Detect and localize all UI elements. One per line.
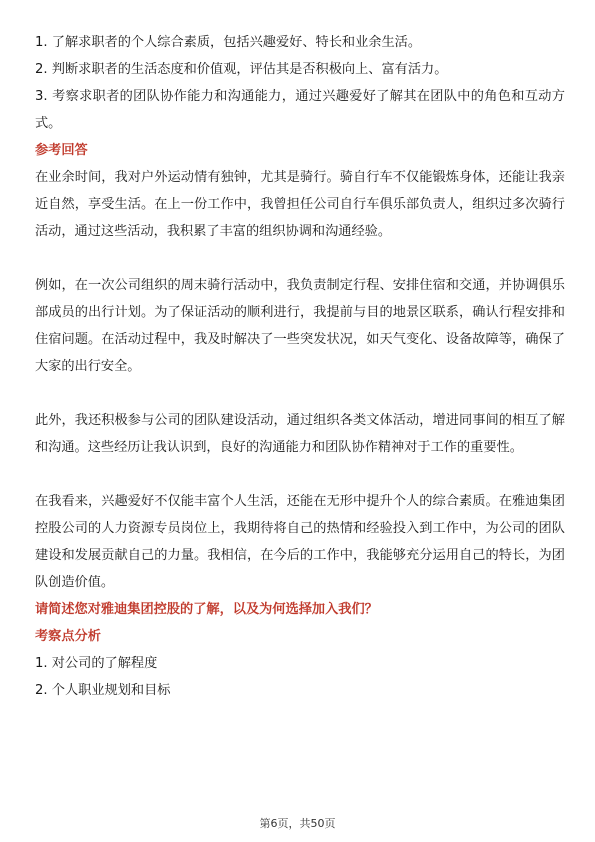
answer-paragraph-4: 在我看来，兴趣爱好不仅能丰富个人生活，还能在无形中提升个人的综合素质。在雅迪集团控股公司的人力资源专员岗位上，我期待将自己的热情和经验投入到工作中，为公司的团队建设和发展贡献自己的力量。我相信，在今后的工作中，我能够充分运用自己的特长，为团队创造价值。 [35, 494, 565, 590]
document-page [35, 0, 565, 704]
analysis-item-2: 2. 个人职业规划和目标 [35, 683, 171, 698]
intro-item-2: 2. 判断求职者的生活态度和价值观，评估其是否积极向上、富有活力。 [35, 62, 448, 77]
answer-paragraph-2: 例如，在一次公司组织的周末骑行活动中，我负责制定行程、安排住宿和交通，并协调俱乐部成员的出行计划。为了保证活动的顺利进行，我提前与目的地景区联系，确认行程安排和住宿问题。在活动过程中，我及时解决了一些突发状况，如天气变化、设备故障等，确保了大家的出行安全。 [35, 278, 565, 374]
intro-item-1: 1. 了解求职者的个人综合素质，包括兴趣爱好、特长和业余生活。 [35, 35, 422, 50]
answer-heading: 参考回答 [35, 143, 88, 158]
answer-paragraph-3: 此外，我还积极参与公司的团队建设活动，通过组织各类文体活动，增进同事间的相互了解和沟通。这些经历让我认识到，良好的沟通能力和团队协作精神对于工作的重要性。 [35, 413, 565, 455]
analysis-heading: 考察点分析 [35, 629, 101, 644]
answer-paragraph-1: 在业余时间，我对户外运动情有独钟，尤其是骑行。骑自行车不仅能锻炼身体，还能让我亲近自然，享受生活。在上一份工作中，我曾担任公司自行车俱乐部负责人，组织过多次骑行活动，通过这些活动，我积累了丰富的组织协调和沟通经验。 [35, 170, 565, 239]
page-footer: 第6页，共50页 [259, 817, 336, 830]
intro-item-3: 3. 考察求职者的团队协作能力和沟通能力，通过兴趣爱好了解其在团队中的角色和互动方式。 [35, 89, 565, 131]
next-question: 请简述您对雅迪集团控股的了解，以及为何选择加入我们？ [35, 602, 378, 617]
analysis-item-1: 1. 对公司的了解程度 [35, 656, 158, 671]
